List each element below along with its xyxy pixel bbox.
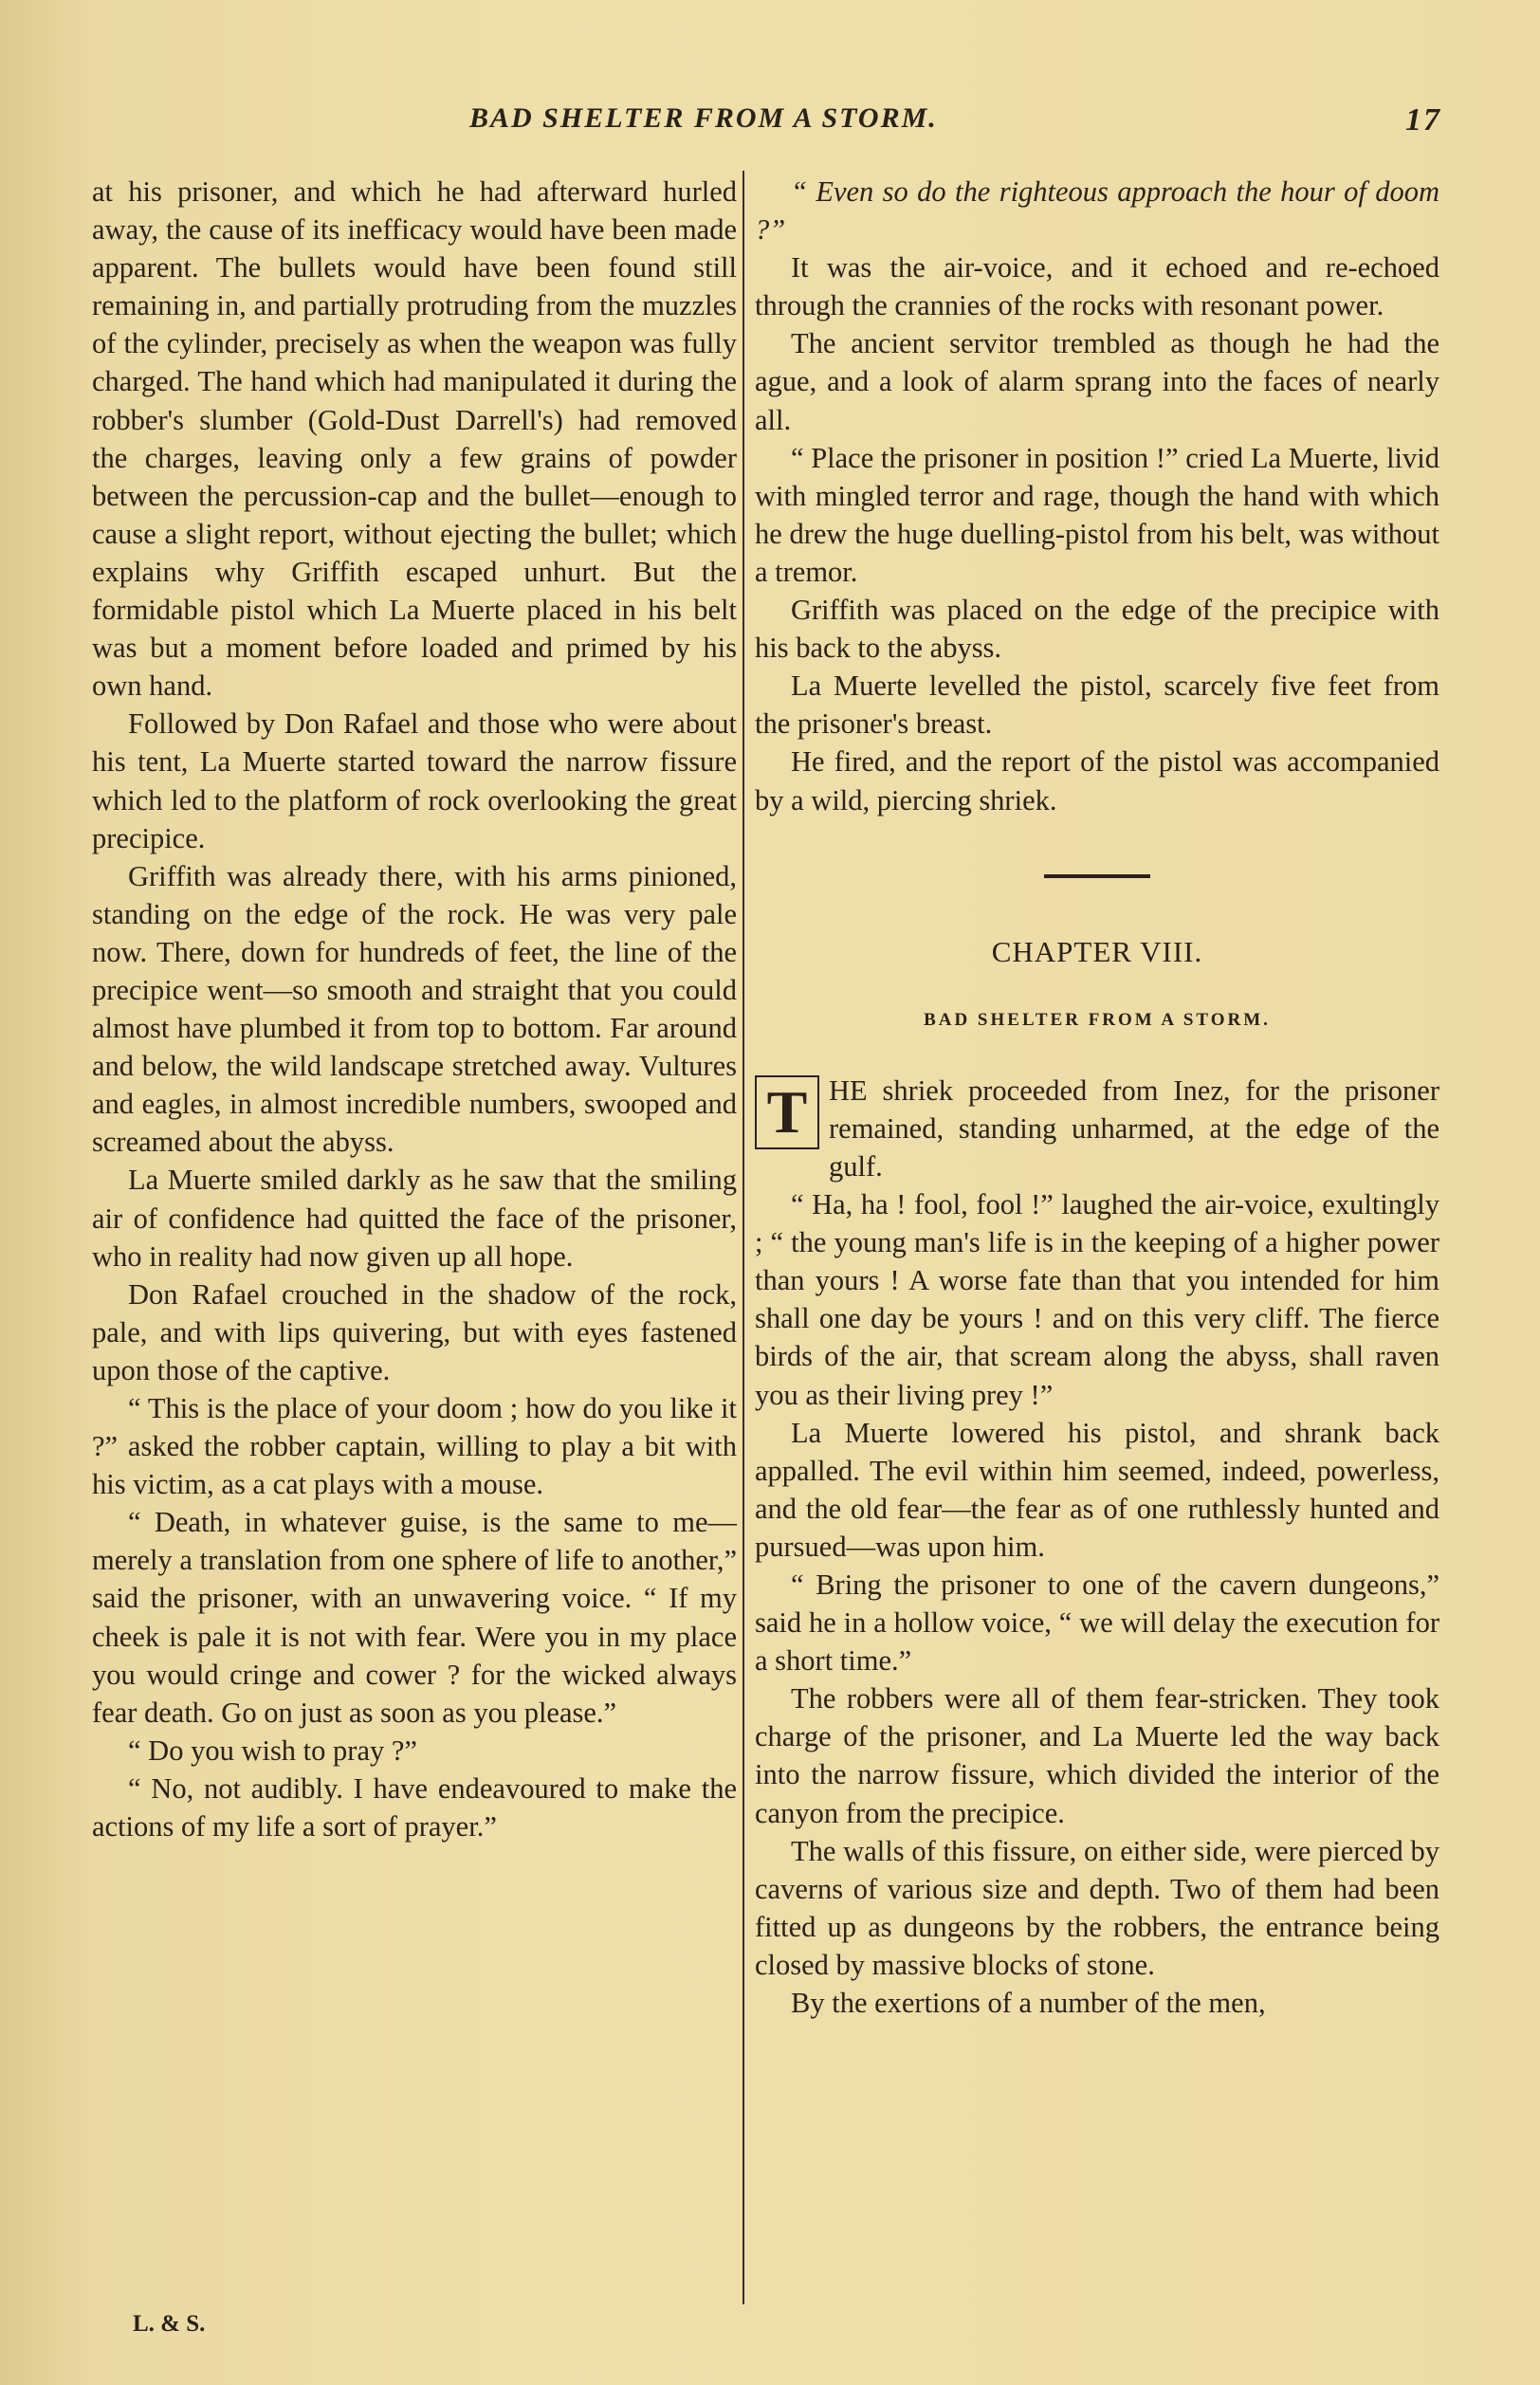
opening-text: HE shriek proceeded from Inez, for the prisoner remained, standing unharmed, at the edge of the gulf. bbox=[829, 1073, 1439, 1183]
chapter-opening-paragraph bbox=[755, 1072, 1439, 1185]
section-rule bbox=[1044, 874, 1150, 878]
paragraph: at his prisoner, and which he had afterward hurled away, the cause of its inefficacy would have been made apparent. The bullets would have been found still remaining in, and partially protruding from the muzzles of the cylinder, precisely as when the weapon was fully charged. The hand which had manipulated it during the robber's slumber (Gold-Dust Darrell's) had removed the charges, leaving only a few grains of powder between the percussion-cap and the bullet—enough to cause a slight report, without ejecting the bullet; which explains why Griffith escaped unhurt. But the formidable pistol which La Muerte placed in his belt was but a moment before loaded and primed by his own hand. bbox=[92, 175, 737, 703]
dropcap-letter: T bbox=[755, 1075, 819, 1149]
paragraph: He fired, and the report of the pistol was accompanied by a wild, piercing shriek. bbox=[755, 745, 1439, 816]
paragraph: “ Do you wish to pray ?” bbox=[128, 1734, 417, 1767]
paragraph: Griffith was placed on the edge of the precipice with his back to the abyss. bbox=[755, 594, 1439, 665]
paragraph: “ Even so do the righteous approach the hour of doom ?” bbox=[755, 175, 1439, 247]
paragraph: Griffith was already there, with his arms pinioned, standing on the edge of the rock. He was very pale now. There, down for hundreds of feet, the line of the precipice went—so smooth and straight that you could almost have plumbed it from top to bottom. Far around and below, the wild landscape stretched away. Vultures and eagles, in almost incredible numbers, swooped and screamed about the abyss. bbox=[92, 859, 737, 1159]
paragraph: Followed by Don Rafael and those who were about his tent, La Muerte started toward the narrow fissure which led to the platform of rock overlooking the great precipice. bbox=[92, 707, 737, 854]
paragraph: Don Rafael crouched in the shadow of the rock, pale, and with lips quivering, but with eyes fastened upon those of the captive. bbox=[92, 1277, 737, 1386]
printer-signature: L. & S. bbox=[133, 2311, 206, 2337]
paragraph: “ No, not audibly. I have endeavoured to make the actions of my life a sort of prayer.” bbox=[92, 1771, 737, 1844]
paragraph: La Muerte levelled the pistol, scarcely five feet from the prisoner's breast. bbox=[755, 670, 1439, 741]
paragraph: La Muerte smiled darkly as he saw that the smiling air of confidence had quitted the face of the prisoner, who in reality had now given up all hope. bbox=[92, 1164, 737, 1273]
paragraph: The ancient servitor trembled as though he had the ague, and a look of alarm sprang into the faces of nearly all. bbox=[755, 327, 1439, 436]
chapter-subtitle: BAD SHELTER FROM A STORM. bbox=[924, 1009, 1271, 1030]
paragraph: “ This is the place of your doom ; how do you like it ?” asked the robber captain, willing to play a bit with his victim, as a cat plays with a mouse. bbox=[92, 1392, 737, 1501]
running-title: BAD SHELTER FROM A STORM. bbox=[469, 102, 938, 134]
paragraph: The robbers were all of them fear-stricken. They took charge of the prisoner, and La Muerte led the way back into the narrow fissure, which divided the interior of the canyon from the precipice. bbox=[755, 1682, 1439, 1829]
paragraph: By the exertions of a number of the men, bbox=[791, 1987, 1266, 2020]
page-number: 17 bbox=[1405, 102, 1441, 138]
right-column bbox=[755, 173, 1439, 2022]
paragraph: The walls of this fissure, on either side, were pierced by caverns of various size and depth. Two of them had been fitted up as dungeons by the robbers, the entrance being closed by massive blocks of stone. bbox=[755, 1834, 1439, 1981]
paragraph: “ Ha, ha ! fool, fool !” laughed the air-voice, exultingly ; “ the young man's life is in the keeping of a higher power than yours ! A worse fate than that you intended for him shall one day be yours ! and on this very cliff. The fierce birds of the air, that scream along the abyss, shall raven you as their living prey !” bbox=[755, 1188, 1439, 1411]
paragraph: “ Death, in whatever guise, is the same to me—merely a translation from one sphere of life to another,” said the prisoner, with an unwavering voice. “ If my cheek is pale it is not with fear. Were you in my place you would cringe and cower ? for the wicked always fear death. Go on just as soon as you please.” bbox=[92, 1506, 737, 1729]
chapter-title: CHAPTER VIII. bbox=[991, 934, 1203, 968]
paragraph: “ Bring the prisoner to one of the cavern dungeons,” said he in a hollow voice, “ we will delay the execution for a short time.” bbox=[755, 1569, 1439, 1678]
paragraph: It was the air-voice, and it echoed and re-echoed through the crannies of the rocks with resonant power. bbox=[755, 251, 1439, 322]
left-column bbox=[92, 173, 737, 1845]
paragraph: La Muerte lowered his pistol, and shrank back appalled. The evil within him seemed, indeed, powerless, and the old fear—the fear as of one ruthlessly hunted and pursued—was upon him. bbox=[755, 1416, 1439, 1563]
page-header bbox=[0, 102, 1540, 150]
paragraph: “ Place the prisoner in position !” cried La Muerte, livid with mingled terror and rage, though the hand with which he drew the huge duelling-pistol from his belt, was without a tremor. bbox=[755, 441, 1439, 588]
column-divider bbox=[742, 171, 744, 2304]
